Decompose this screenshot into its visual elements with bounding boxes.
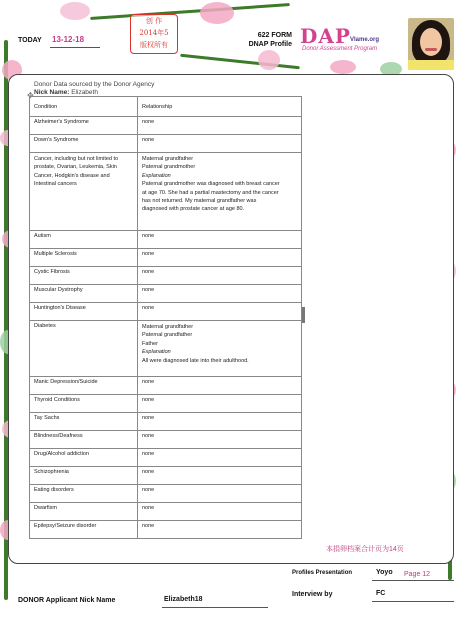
- relationship-line: Maternal grandfather: [142, 324, 194, 330]
- table-row: [30, 231, 302, 249]
- table-row: [30, 303, 302, 321]
- today-underline: [50, 47, 100, 48]
- relationship-cell: none: [138, 303, 302, 321]
- scrollbar-thumb[interactable]: [302, 307, 305, 323]
- table-row: [30, 249, 302, 267]
- relationship-cell: [138, 153, 302, 231]
- relationship-cell: none: [138, 431, 302, 449]
- explanation-label: Explanation: [142, 349, 171, 356]
- column-header-relationship: Relationship: [138, 97, 302, 117]
- table-row: [30, 135, 302, 153]
- relationship-line: Paternal grandmother: [142, 164, 196, 171]
- condition-cell: Schizophrenia: [30, 467, 138, 485]
- table-row: [30, 267, 302, 285]
- relationship-line: has not returned. My maternal grandfather was: [142, 198, 257, 205]
- relationship-cell: none: [138, 521, 302, 539]
- table-row: [30, 485, 302, 503]
- medical-history-table: [29, 96, 302, 539]
- table-row: [30, 449, 302, 467]
- interview-by-underline: [372, 601, 454, 602]
- table-row: [30, 521, 302, 539]
- table-row: [30, 431, 302, 449]
- table-header-row: [30, 97, 302, 117]
- logo-subtitle: Donor Assessment Program: [302, 46, 378, 52]
- relationship-line: All were diagnosed late into their adulthood.: [142, 357, 249, 364]
- relationship-cell: none: [138, 413, 302, 431]
- condition-line: Cancer, Hodgkin's disease and: [34, 172, 110, 179]
- relationship-cell: none: [138, 449, 302, 467]
- table-row: [30, 117, 302, 135]
- relationship-cell: none: [138, 377, 302, 395]
- source-text: Donor Data sourced by the Donor Agency: [34, 81, 155, 88]
- condition-cell: Manic Depression/Suicide: [30, 377, 138, 395]
- relationship-cell: none: [138, 267, 302, 285]
- condition-cell: Down's Syndrome: [30, 135, 138, 153]
- donor-photo: [408, 18, 454, 70]
- condition-cell: Drug/Alcohol addiction: [30, 449, 138, 467]
- relationship-line: Father: [142, 340, 158, 347]
- condition-line: prostate, Ovarian, Leukemia, Skin: [34, 164, 117, 171]
- move-handle-icon[interactable]: ✥: [27, 91, 34, 100]
- profiles-presentation-underline: [372, 580, 454, 581]
- column-header-condition: Condition: [30, 97, 138, 117]
- form-code: 622 FORM: [257, 32, 292, 39]
- relationship-cell: none: [138, 503, 302, 521]
- table-row: [30, 377, 302, 395]
- relationship-cell: [138, 321, 302, 377]
- relationship-line: Paternal grandmother was diagnosed with breast cancer: [142, 181, 280, 188]
- relationship-line: Maternal grandfather: [142, 156, 194, 162]
- condition-cell: Huntington's Disease: [30, 303, 138, 321]
- condition-cell: Muscular Dystrophy: [30, 285, 138, 303]
- stamp-line: 创 作: [145, 17, 163, 25]
- nick-name-label: Nick Name:: [34, 89, 70, 96]
- profiles-presentation-label: Profiles Presentation: [292, 570, 353, 576]
- condition-cell: Tay Sachs: [30, 413, 138, 431]
- table-row: [30, 413, 302, 431]
- donor-nick-name-value: Elizabeth18: [164, 596, 203, 603]
- condition-cell: Alzheimer's Syndrome: [30, 117, 138, 135]
- donor-nick-name-underline: [162, 607, 268, 608]
- relationship-line: at age 70. She had a partial mastectomy and the cancer: [142, 189, 279, 196]
- form-name: DNAP Profile: [248, 41, 292, 48]
- table-row: [30, 503, 302, 521]
- relationship-line: Paternal grandfather: [142, 332, 193, 339]
- condition-cell: Autism: [30, 231, 138, 249]
- interview-by-label: Interview by: [292, 591, 333, 598]
- today-label: TODAY: [18, 37, 42, 44]
- condition-cell: Cystic Fibrosis: [30, 267, 138, 285]
- today-date: 13-12-18: [52, 35, 85, 44]
- form-title: [236, 31, 292, 49]
- table-row: [30, 321, 302, 377]
- condition-cell: Blindness/Deafness: [30, 431, 138, 449]
- relationship-cell: none: [138, 485, 302, 503]
- table-row: [30, 285, 302, 303]
- condition-cell: Thyroid Conditions: [30, 395, 138, 413]
- explanation-label: Explanation: [142, 172, 171, 179]
- profiles-presentation-value: Yoyo: [376, 569, 393, 576]
- condition-line: Intestinal cancers: [34, 181, 77, 188]
- donor-nick-name-label: DONOR Applicant Nick Name: [18, 597, 116, 604]
- nick-name-value: Elizabeth: [71, 89, 98, 96]
- condition-line: Cancer, including but not limited to: [34, 156, 119, 162]
- relationship-cell: none: [138, 135, 302, 153]
- condition-cell: Multiple Sclerosis: [30, 249, 138, 267]
- interview-by-value: FC: [376, 590, 386, 597]
- table-row: [30, 467, 302, 485]
- condition-cell: Eating disorders: [30, 485, 138, 503]
- condition-cell: Epilepsy/Seizure disorder: [30, 521, 138, 539]
- stamp-line: 版权所有: [140, 41, 168, 49]
- relationship-line: diagnosed with prostate cancer at age 80.: [142, 206, 245, 213]
- condition-cell: Dwarfism: [30, 503, 138, 521]
- table-row: [30, 153, 302, 231]
- table-row: [30, 395, 302, 413]
- relationship-cell: none: [138, 467, 302, 485]
- page-number: Page 12: [404, 571, 431, 578]
- nick-name-line: [34, 89, 98, 96]
- copyright-stamp: [130, 14, 178, 54]
- stamp-line: 2014年5: [139, 29, 169, 37]
- condition-cell: [30, 153, 138, 231]
- relationship-cell: none: [138, 231, 302, 249]
- relationship-cell: none: [138, 395, 302, 413]
- condition-cell: Diabetes: [30, 321, 138, 377]
- logo-domain: Vlame.org: [350, 37, 380, 43]
- dap-logo: DAP: [300, 24, 351, 48]
- page-count-note: 本捐卵档案合计页为14页: [326, 546, 404, 553]
- relationship-cell: none: [138, 249, 302, 267]
- relationship-cell: none: [138, 285, 302, 303]
- relationship-cell: none: [138, 117, 302, 135]
